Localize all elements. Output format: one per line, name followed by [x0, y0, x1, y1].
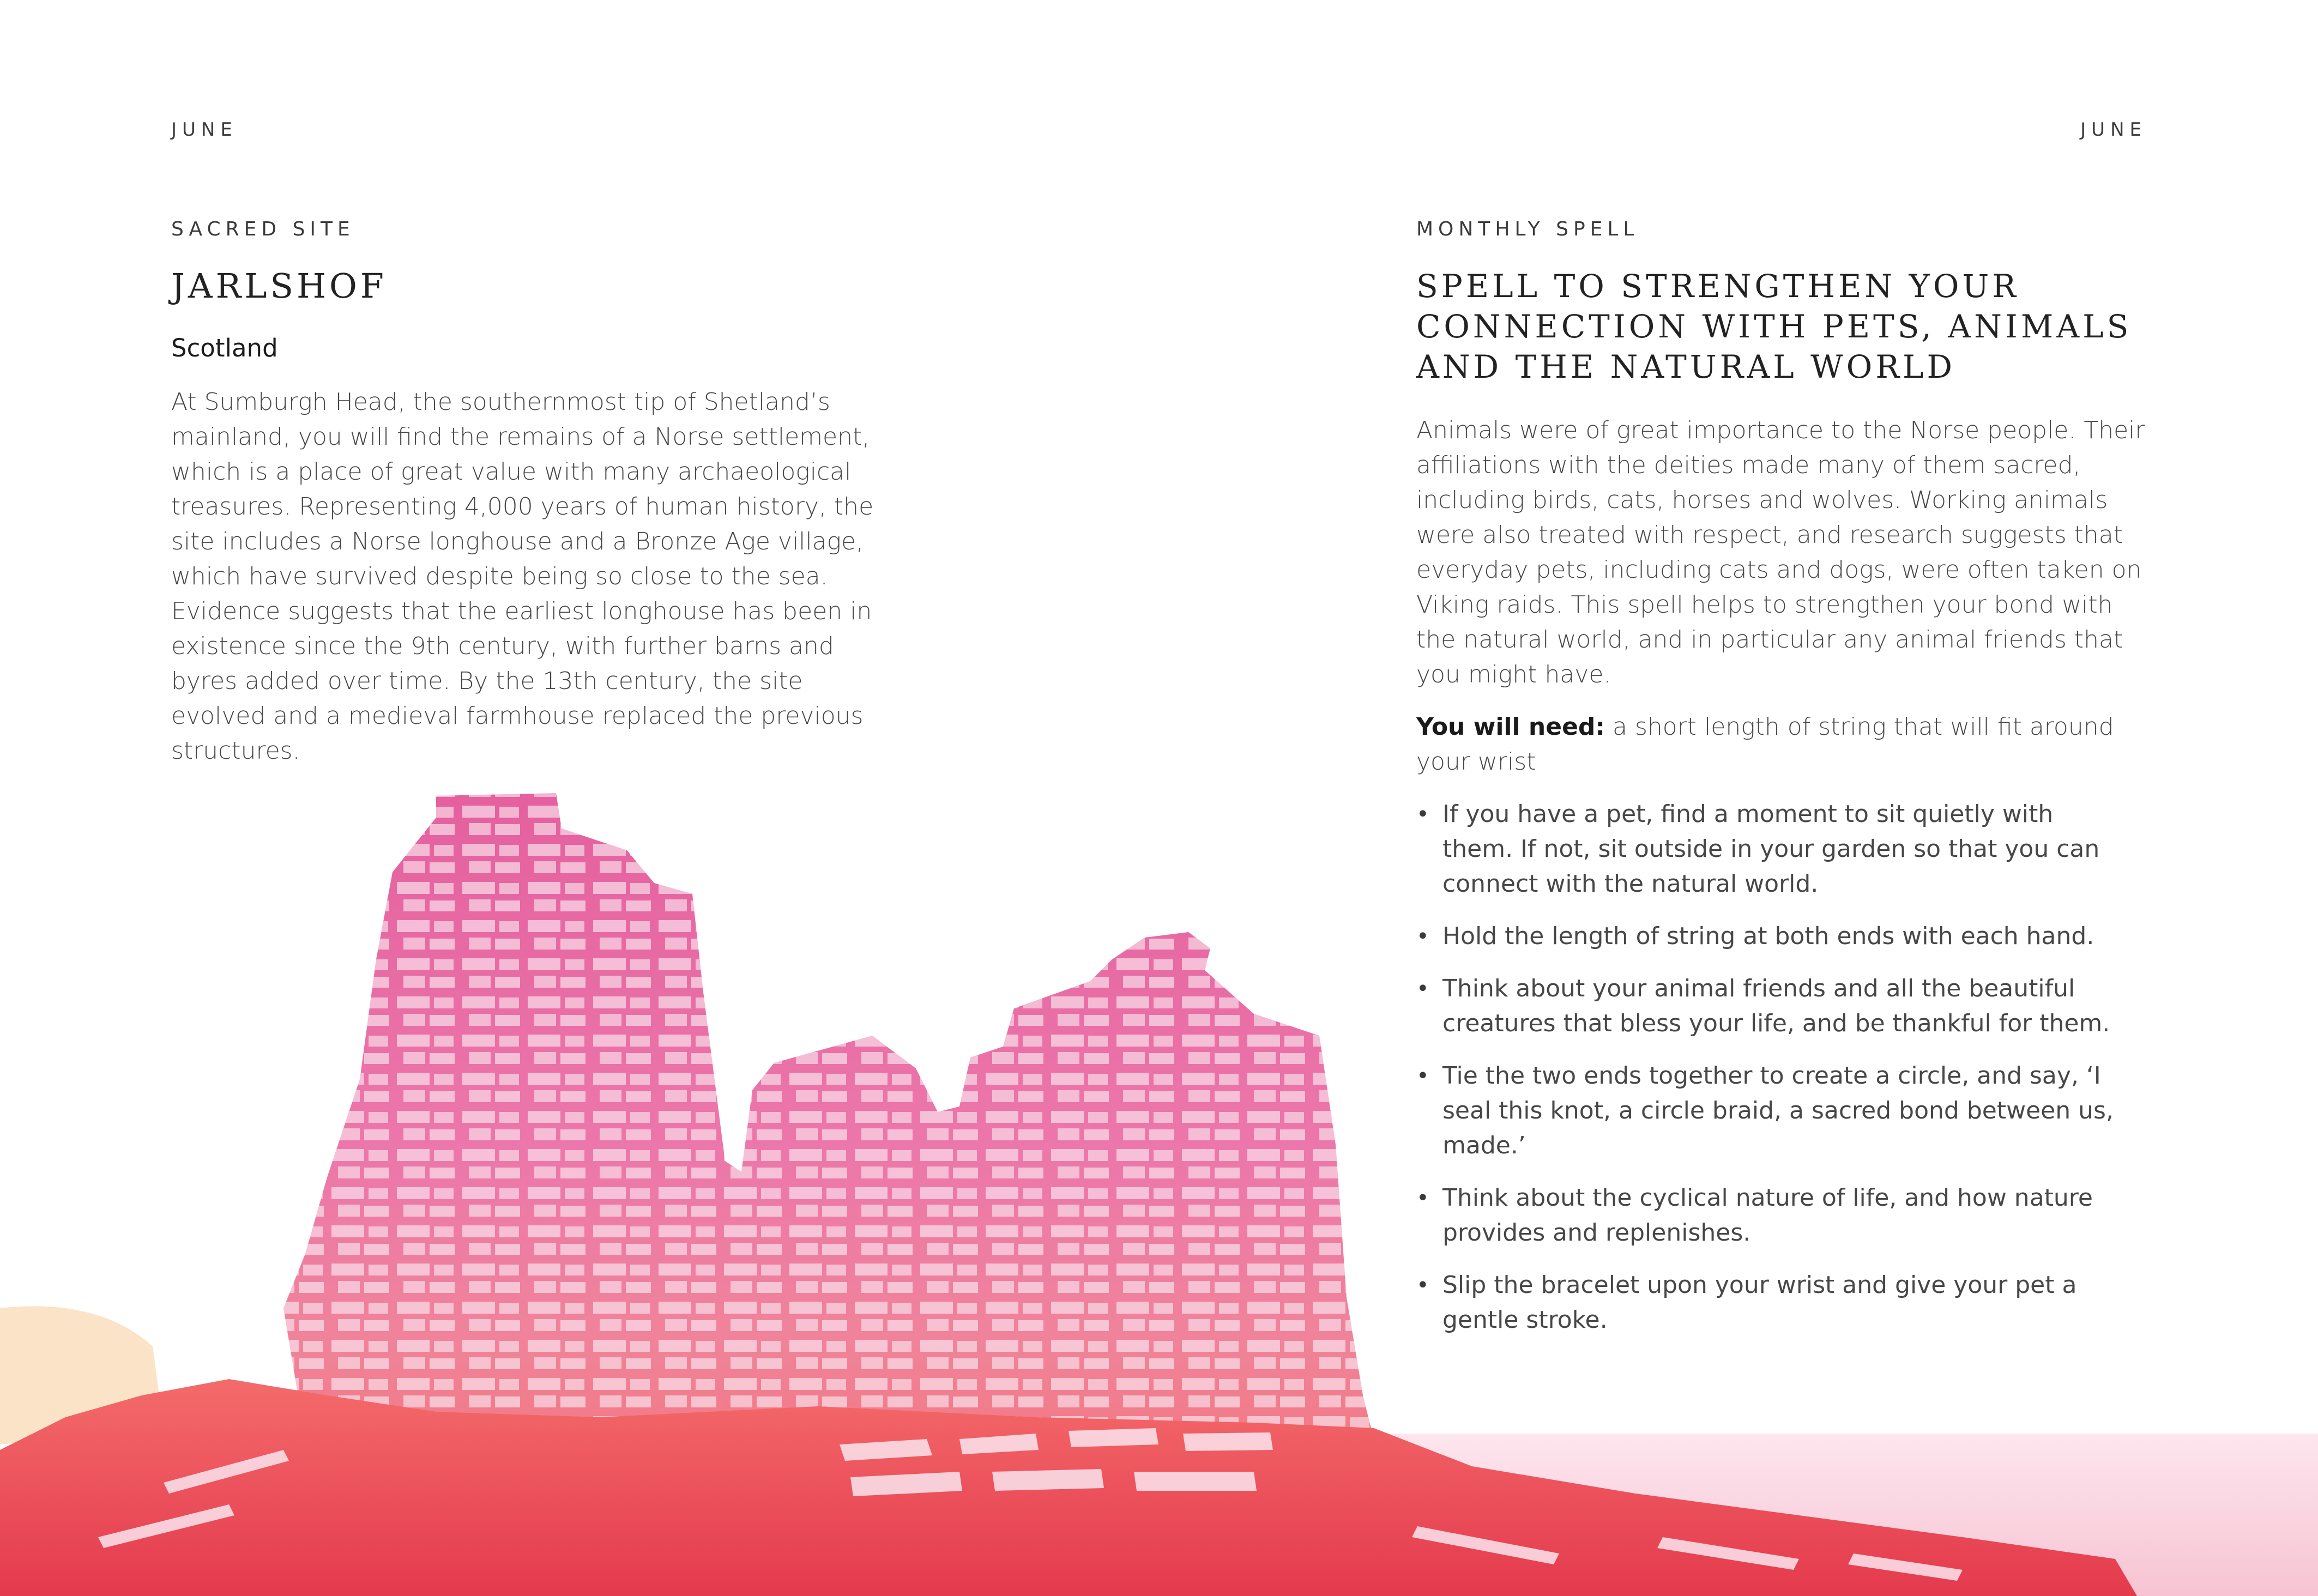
spell-intro: Animals were of great importance to the Norse people. Their affiliations with the deities made many of them sacred, including birds, cats, horses and wolves. Working animals were also treated with respect, and research suggests that everyday pets, including cats and dogs, were often taken on Viking raids. This spell helps to strengthen your bond with the natural world, and in particular any animal friends that you might have. — [1416, 416, 2145, 688]
step-text: Hold the length of string at both ends with each hand. — [1442, 922, 2094, 950]
running-head: JUNE — [2080, 119, 2147, 141]
bullet-icon: • — [1416, 802, 1429, 827]
title-line: AND THE NATURAL WORLD — [1416, 348, 1956, 385]
bullet-icon: • — [1416, 1273, 1429, 1298]
site-description: At Sumburgh Head, the southernmost tip of Shetland’s mainland, you will find the remains of a Norse settlement, which is a place of great value with many archaeological treasures. Representing 4,000 years of human history, the site includes a Norse longhouse and a Bronze Age village, which have survived despite being so close to the sea. Evidence suggests that the earliest longhouse has been in existence since the 9th century, with further barns and byres added over time. By the 13th century, the site evolved and a medieval farmhouse replaced the previous structures. — [171, 388, 874, 765]
you-will-need-text: a short length of string that will fit around your wrist — [1416, 713, 2114, 776]
step-text: Think about your animal friends and all the beautiful creatures that bless your life, and be thankful for them. — [1442, 975, 2110, 1037]
location-subtitle: Scotland — [171, 334, 278, 362]
title-line: SPELL TO STRENGTHEN YOUR — [1416, 268, 2019, 305]
you-will-need-label: You will need: — [1416, 713, 1605, 741]
right-page — [1159, 0, 2318, 1596]
step-text: Think about the cyclical nature of life, and how nature provides and replenishes. — [1442, 1184, 2093, 1247]
title-line: CONNECTION WITH PETS, ANIMALS — [1416, 308, 2132, 345]
step-text: If you have a pet, find a moment to sit quietly with them. If not, sit outside in your garden so that you can connect with the natural world. — [1442, 800, 2100, 898]
running-head: JUNE — [171, 119, 238, 141]
section-eyebrow: SACRED SITE — [171, 218, 355, 240]
page-title: JARLSHOF — [171, 266, 387, 306]
bullet-icon: • — [1416, 924, 1429, 949]
step-text: Slip the bracelet upon your wrist and give your pet a gentle stroke. — [1442, 1271, 2077, 1334]
list-item — [1416, 1181, 2125, 1250]
bullet-icon: • — [1416, 1186, 1429, 1211]
bullet-icon: • — [1416, 1063, 1429, 1089]
spell-steps — [1416, 797, 2125, 1355]
list-item — [1416, 1059, 2125, 1163]
list-item — [1416, 1268, 2125, 1338]
bullet-icon: • — [1416, 976, 1429, 1001]
list-item — [1416, 971, 2125, 1041]
list-item — [1416, 797, 2125, 902]
section-eyebrow: MONTHLY SPELL — [1416, 218, 1639, 240]
list-item — [1416, 919, 2125, 954]
you-will-need — [1416, 710, 2147, 779]
spell-title — [1416, 266, 2132, 387]
step-text: Tie the two ends together to create a circle, and say, ‘I seal this knot, a circle braid, a sacred bond between us, made.’ — [1442, 1062, 2114, 1159]
